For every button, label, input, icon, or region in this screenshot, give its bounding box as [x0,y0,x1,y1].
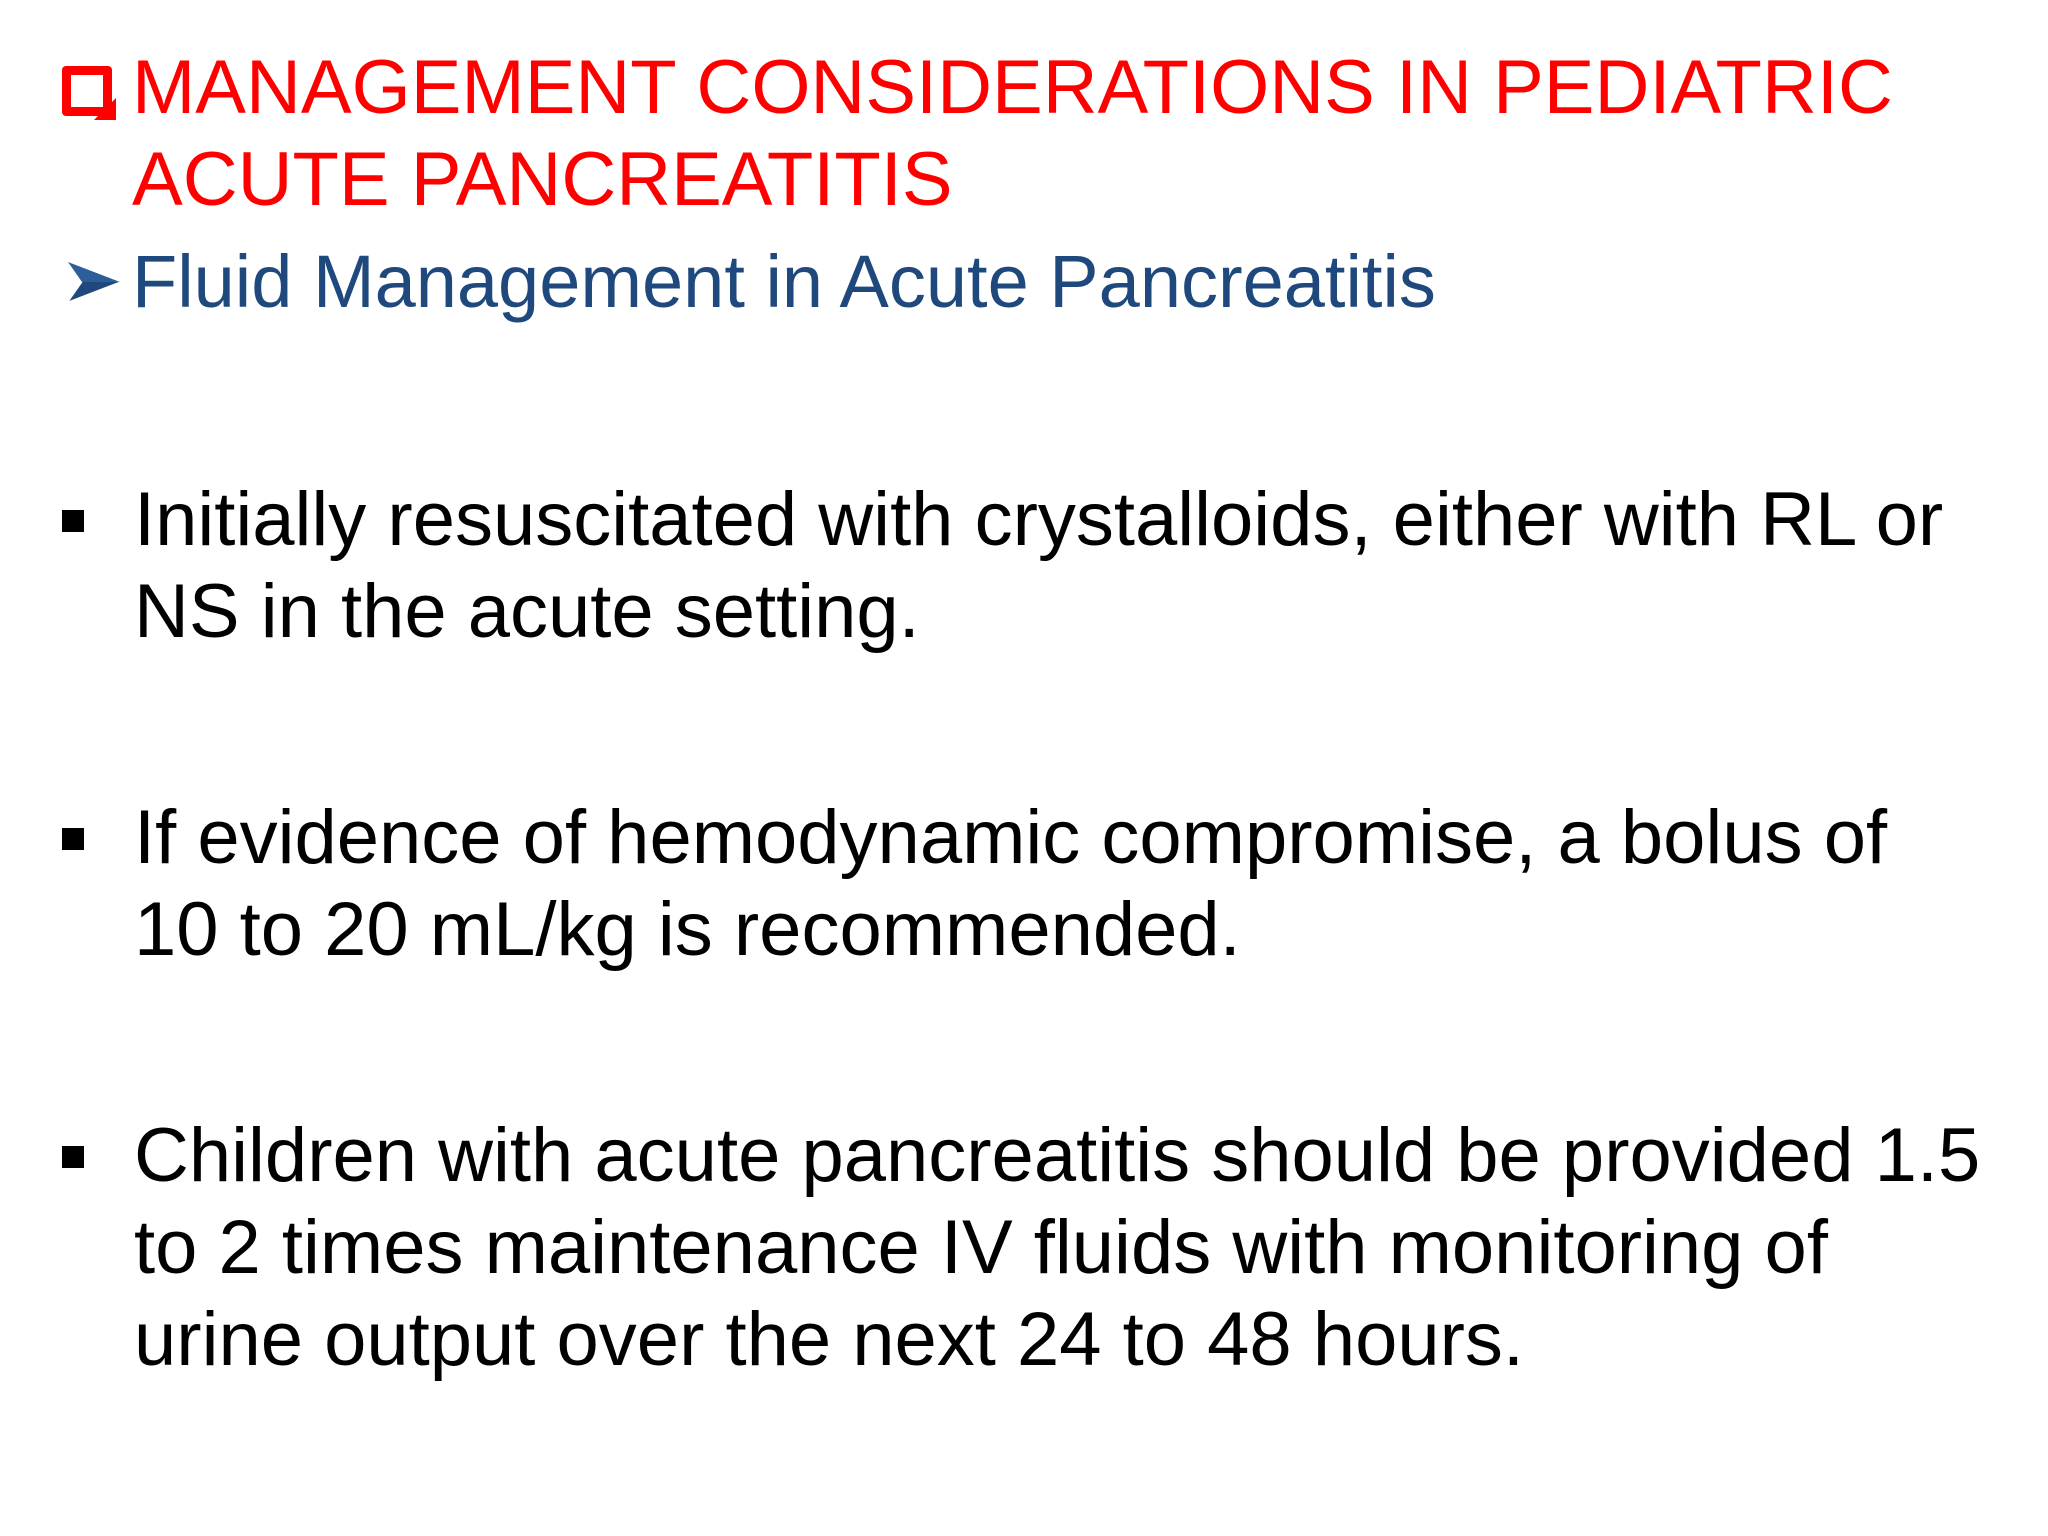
heading-block [62,42,2002,328]
bullet-text: Children with acute pancreatitis should be provided 1.5 to 2 times maintenance IV fluids with monitoring of urine output over the next 24 to 48 hours. [134,1113,1981,1382]
arrowhead-icon [62,236,132,328]
square-bullet-icon [62,510,84,532]
bullet-text: Initially resuscitated with crystalloids, either with RL or NS in the acute setting. [134,477,1944,654]
list-item [62,474,1992,658]
square-bullet-icon [62,828,84,850]
title-line [62,42,2002,226]
slide-title: MANAGEMENT CONSIDERATIONS IN PEDIATRIC ACUTE PANCREATITIS [132,45,1893,222]
square-bullet-icon [62,1146,84,1168]
list-item [62,1110,1992,1386]
bullet-list [62,474,1992,1520]
bullet-text: If evidence of hemodynamic compromise, a bolus of 10 to 20 mL/kg is recommended. [134,795,1888,972]
subtitle-line [62,236,2002,328]
checkbox-square-icon [62,66,112,116]
slide-subtitle: Fluid Management in Acute Pancreatitis [132,240,1436,323]
list-item [62,792,1992,976]
